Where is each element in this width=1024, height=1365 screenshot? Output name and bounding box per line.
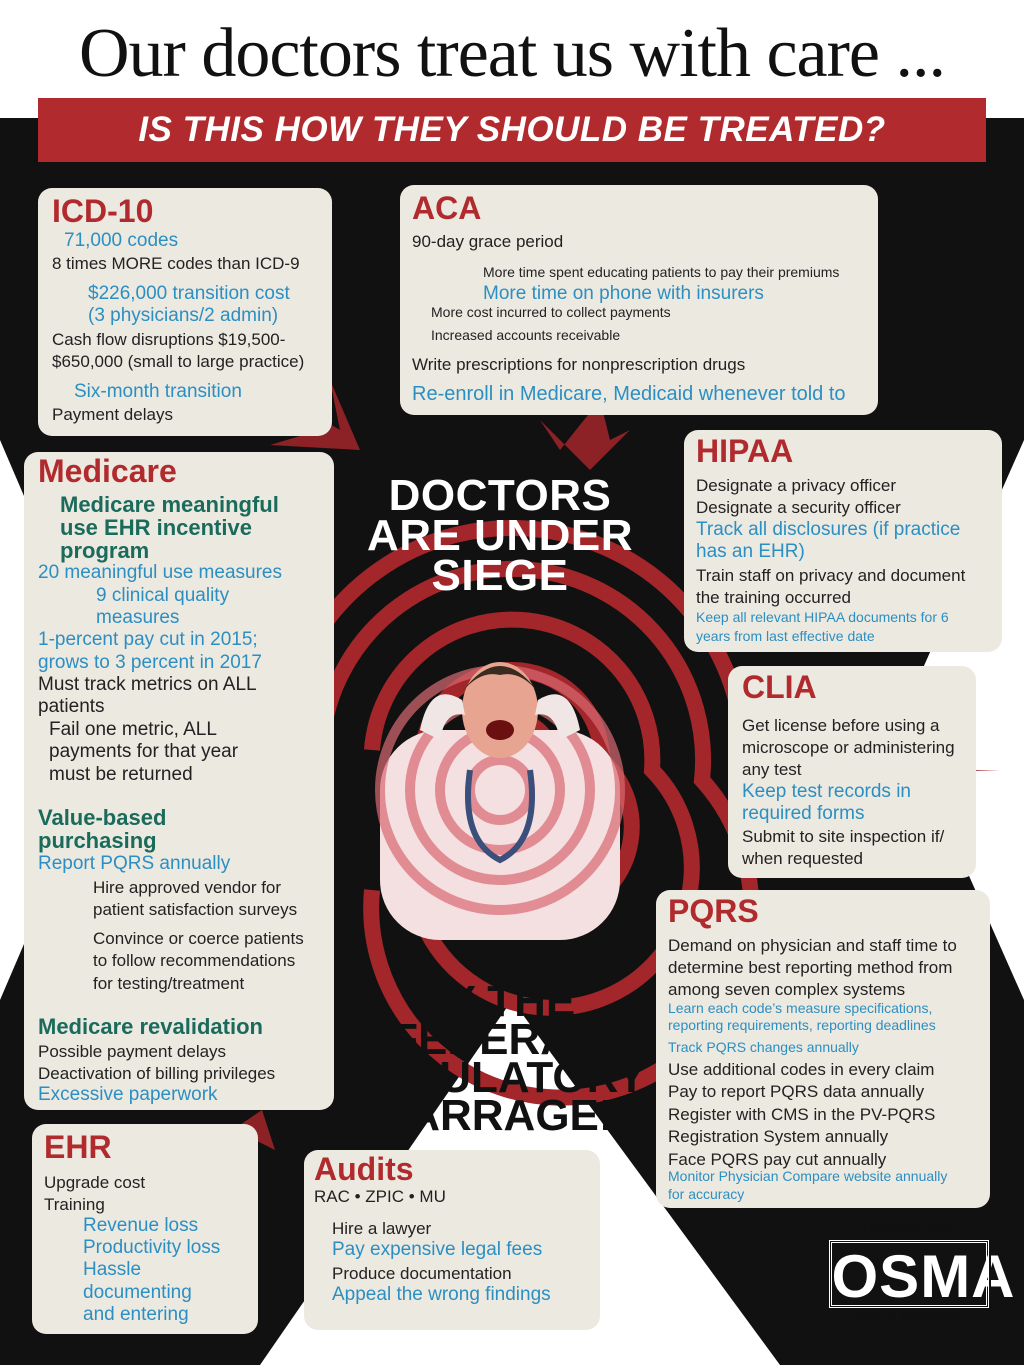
medicare-line: 1-percent pay cut in 2015;	[38, 629, 258, 650]
logo-top-text: Oklahoma State	[863, 1222, 954, 1237]
pqrs-line: among seven complex systems	[668, 980, 906, 999]
ehr-line: Productivity loss	[83, 1237, 221, 1258]
audits-title: Audits	[314, 1151, 414, 1187]
medicare-line: grows to 3 percent in 2017	[38, 652, 262, 673]
medicare-subhead: use EHR incentive	[60, 515, 252, 540]
barrage-line: BARRAGE!	[376, 1091, 614, 1140]
medicare-line: Convince or coerce patients	[93, 929, 304, 948]
pqrs-panel	[656, 890, 990, 1208]
hipaa-line: Designate a security officer	[696, 498, 901, 517]
icd10-panel	[38, 188, 332, 436]
medicare-line: payments for that year	[49, 741, 239, 762]
pqrs-line: determine best reporting method from	[668, 958, 953, 977]
aca-panel	[400, 185, 878, 415]
medicare-panel	[24, 452, 334, 1110]
medicare-line: measures	[96, 607, 180, 628]
medicare-line: Fail one metric, ALL	[49, 719, 217, 740]
medicare-line: Must track metrics on ALL	[38, 674, 257, 695]
clia-line: Keep test records in	[742, 781, 911, 802]
clia-line: Get license before using a	[742, 716, 940, 735]
medicare-title: Medicare	[38, 453, 177, 489]
clia-line: any test	[742, 760, 802, 779]
audits-line: Hire a lawyer	[332, 1219, 432, 1238]
head-shape	[462, 662, 538, 758]
pqrs-title: PQRS	[668, 893, 759, 929]
clia-title: CLIA	[742, 669, 817, 705]
medicare-line: Deactivation of billing privileges	[38, 1064, 276, 1083]
medicare-line: for testing/treatment	[93, 974, 245, 993]
ehr-line: Training	[44, 1195, 105, 1214]
medicare-subhead: Medicare revalidation	[38, 1014, 263, 1039]
medicare-line: patient satisfaction surveys	[93, 900, 298, 919]
pqrs-line: Monitor Physician Compare website annually	[668, 1168, 948, 1184]
audits-line: Appeal the wrong findings	[332, 1284, 551, 1305]
hipaa-line: Keep all relevant HIPAA documents for 6	[696, 609, 949, 625]
icd10-line: (3 physicians/2 admin)	[88, 305, 279, 326]
siege-line: DOCTORS	[388, 471, 612, 520]
medicare-line: patients	[38, 696, 105, 717]
icd10-line: Six-month transition	[74, 381, 242, 402]
headline: Our doctors treat us with care ...	[79, 15, 945, 92]
medicare-line: Hire approved vendor for	[93, 878, 282, 897]
barrage-line: FEDERAL	[391, 1015, 599, 1064]
aca-line: Write prescriptions for nonprescription drugs	[412, 355, 746, 374]
barrage-line: REGULATORY	[343, 1053, 647, 1102]
pqrs-line: Learn each code’s measure specifications,	[668, 1000, 933, 1016]
icd10-line: Payment delays	[52, 405, 173, 424]
icd10-title: ICD-10	[52, 193, 154, 229]
pqrs-line: Pay to report PQRS data annually	[668, 1082, 925, 1101]
siege-line: ARE UNDER	[366, 511, 634, 560]
ehr-line: Hassle	[83, 1259, 142, 1280]
hipaa-title: HIPAA	[696, 433, 794, 469]
hipaa-line: Train staff on privacy and document	[696, 566, 966, 585]
aca-line: 90-day grace period	[412, 232, 564, 251]
icd10-line: $650,000 (small to large practice)	[52, 352, 305, 371]
clia-line: microscope or administering	[742, 738, 955, 757]
pqrs-line: Demand on physician and staff time to	[668, 936, 957, 955]
siege-heading	[340, 471, 660, 600]
hipaa-line: has an EHR)	[696, 541, 805, 562]
hipaa-line: Designate a privacy officer	[696, 476, 897, 495]
banner: IS THIS HOW THEY SHOULD BE TREATED?	[38, 98, 986, 162]
icd10-line: 71,000 codes	[64, 230, 179, 251]
pqrs-line: reporting requirements, reporting deadlines	[668, 1017, 936, 1033]
clia-line: required forms	[742, 803, 865, 824]
aca-line: More time on phone with insurers	[483, 283, 764, 304]
pqrs-line: Face PQRS pay cut annually	[668, 1150, 887, 1169]
ehr-panel	[32, 1124, 258, 1334]
stressed-doctor-image	[350, 640, 650, 940]
osma-logo	[826, 1222, 1016, 1334]
audits-line: RAC • ZPIC • MU	[314, 1187, 446, 1206]
icd10-line: 8 times MORE codes than ICD-9	[52, 254, 300, 273]
medicare-subhead: Medicare meaningful	[60, 492, 279, 517]
hipaa-line: the training occurred	[696, 588, 851, 607]
hipaa-line: Track all disclosures (if practice	[696, 519, 961, 540]
pqrs-line: Use additional codes in every claim	[668, 1060, 935, 1079]
audits-line: Pay expensive legal fees	[332, 1239, 543, 1260]
logo-bottom-text: Medical Association	[851, 1310, 966, 1325]
siege-line: SIEGE	[431, 551, 569, 600]
clia-line: when requested	[742, 849, 863, 868]
medicare-subhead: purchasing	[38, 828, 157, 853]
barrage-heading	[330, 977, 660, 1140]
mouth-shape	[486, 720, 514, 740]
medicare-subhead: Value-based	[38, 805, 167, 830]
ehr-line: and entering	[83, 1304, 189, 1325]
medicare-line: 9 clinical quality	[96, 585, 230, 606]
ehr-line: Revenue loss	[83, 1215, 199, 1236]
ehr-line: documenting	[83, 1282, 192, 1303]
pqrs-line: Register with CMS in the PV-PQRS	[668, 1105, 936, 1124]
medicare-line: Possible payment delays	[38, 1042, 227, 1061]
ehr-title: EHR	[44, 1129, 112, 1165]
pqrs-line: Track PQRS changes annually	[668, 1039, 859, 1055]
clia-panel	[728, 666, 976, 878]
logo-mark: OSMA	[829, 1240, 989, 1308]
medicare-line: Excessive paperwork	[38, 1084, 218, 1105]
pqrs-line: for accuracy	[668, 1186, 745, 1202]
medicare-line: must be returned	[49, 764, 193, 785]
hipaa-line: years from last effective date	[696, 628, 875, 644]
hipaa-panel	[684, 430, 1002, 652]
aca-title: ACA	[412, 190, 482, 226]
aca-line: More cost incurred to collect payments	[431, 304, 671, 320]
barrage-line: BY THE	[414, 977, 576, 1026]
clia-line: Submit to site inspection if/	[742, 827, 945, 846]
ehr-line: Upgrade cost	[44, 1173, 146, 1192]
icd10-line: Cash flow disruptions $19,500-	[52, 330, 286, 349]
medicare-line: Report PQRS annually	[38, 853, 231, 874]
aca-line: More time spent educating patients to pay their premiums	[483, 264, 840, 280]
audits-panel	[304, 1150, 600, 1330]
pqrs-line: Registration System annually	[668, 1127, 889, 1146]
aca-line: Increased accounts receivable	[431, 327, 621, 343]
medicare-line: to follow recommendations	[93, 951, 296, 970]
medicare-line: 20 meaningful use measures	[38, 562, 282, 583]
icd10-line: $226,000 transition cost	[88, 283, 290, 304]
medicare-subhead: program	[60, 538, 150, 563]
aca-line: Re-enroll in Medicare, Medicaid whenever told to	[412, 383, 846, 405]
audits-line: Produce documentation	[332, 1264, 512, 1283]
